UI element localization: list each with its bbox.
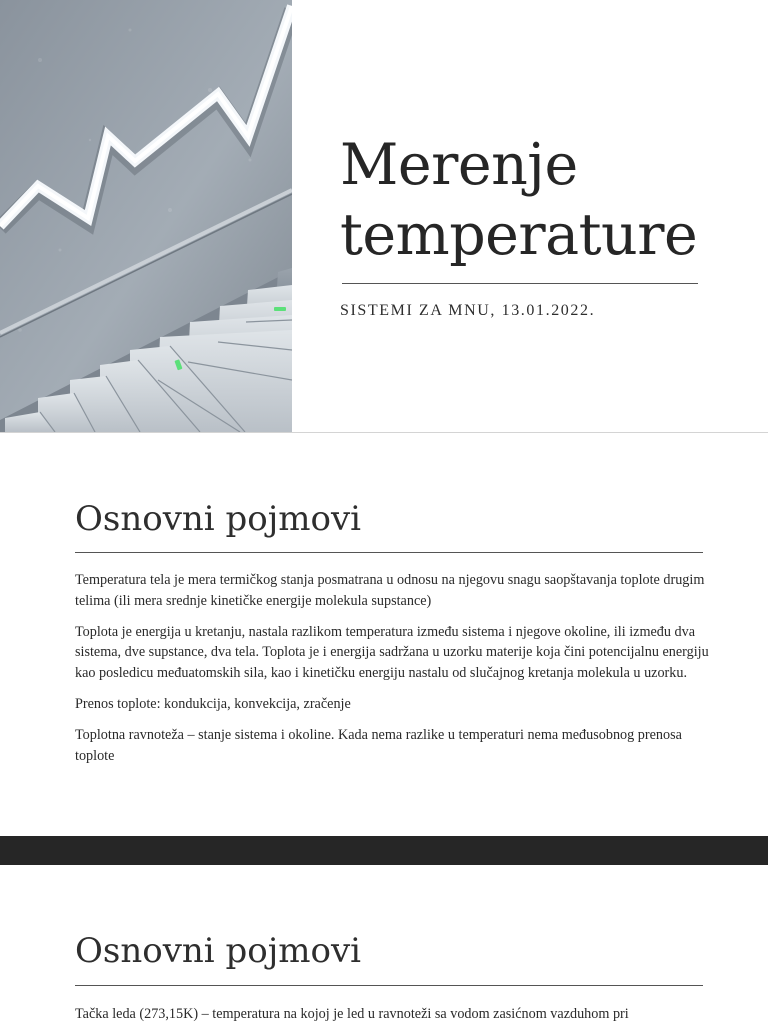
slide-body — [75, 570, 710, 777]
content-slide-1 — [0, 433, 768, 836]
slide-subtitle: SISTEMI ZA MNU, 13.01.2022. — [340, 302, 596, 319]
title-block — [340, 130, 740, 270]
slide-heading: Osnovni pojmovi — [75, 499, 362, 539]
heading-divider — [75, 552, 703, 553]
slide-gap-band — [0, 836, 768, 865]
stairs-arrow-photo — [0, 0, 292, 432]
paragraph-thermal-equilibrium: Toplotna ravnoteža – stanje sistema i okoline. Kada nema razlike u temperaturi nema međusobnog prenosa toplote — [75, 727, 682, 764]
paragraph-heat: Toplota je energija u kretanju, nastala razlikom temperatura između sistema i njegove okoline, ili između dva sistema, dve supstance, dva tela. Toplota je i energija sadržana u uzorku materije koja čini potencijalnu energiju kao posledicu međuatomskih sila, kao i kinetičku energiju nastalu od slučajnog kretanja molekula u uzorku. — [75, 623, 709, 681]
paragraph-heat-transfer: Prenos toplote: kondukcija, konvekcija, zračenje — [75, 695, 351, 712]
slide-title-line-2: temperature — [340, 202, 698, 268]
paragraph-ice-point: Tačka leda (273,15K) – temperatura na kojoj je led u ravnoteži sa vodom zasićnom vazduhom pri — [75, 1006, 629, 1022]
paragraph-temperature: Temperatura tela je mera termičkog stanja posmatrana u odnosu na njegovu snagu saopštavanja toplote drugim telima (ili mera srednje kinetičke energije molekula supstance) — [75, 572, 705, 609]
slide-title-line-1: Merenje — [340, 132, 578, 198]
content-slide-2 — [0, 865, 768, 1024]
title-divider — [342, 283, 698, 284]
title-slide — [0, 0, 768, 432]
slide-heading: Osnovni pojmovi — [75, 931, 362, 971]
slide-body — [75, 1004, 710, 1024]
heading-divider — [75, 985, 703, 986]
